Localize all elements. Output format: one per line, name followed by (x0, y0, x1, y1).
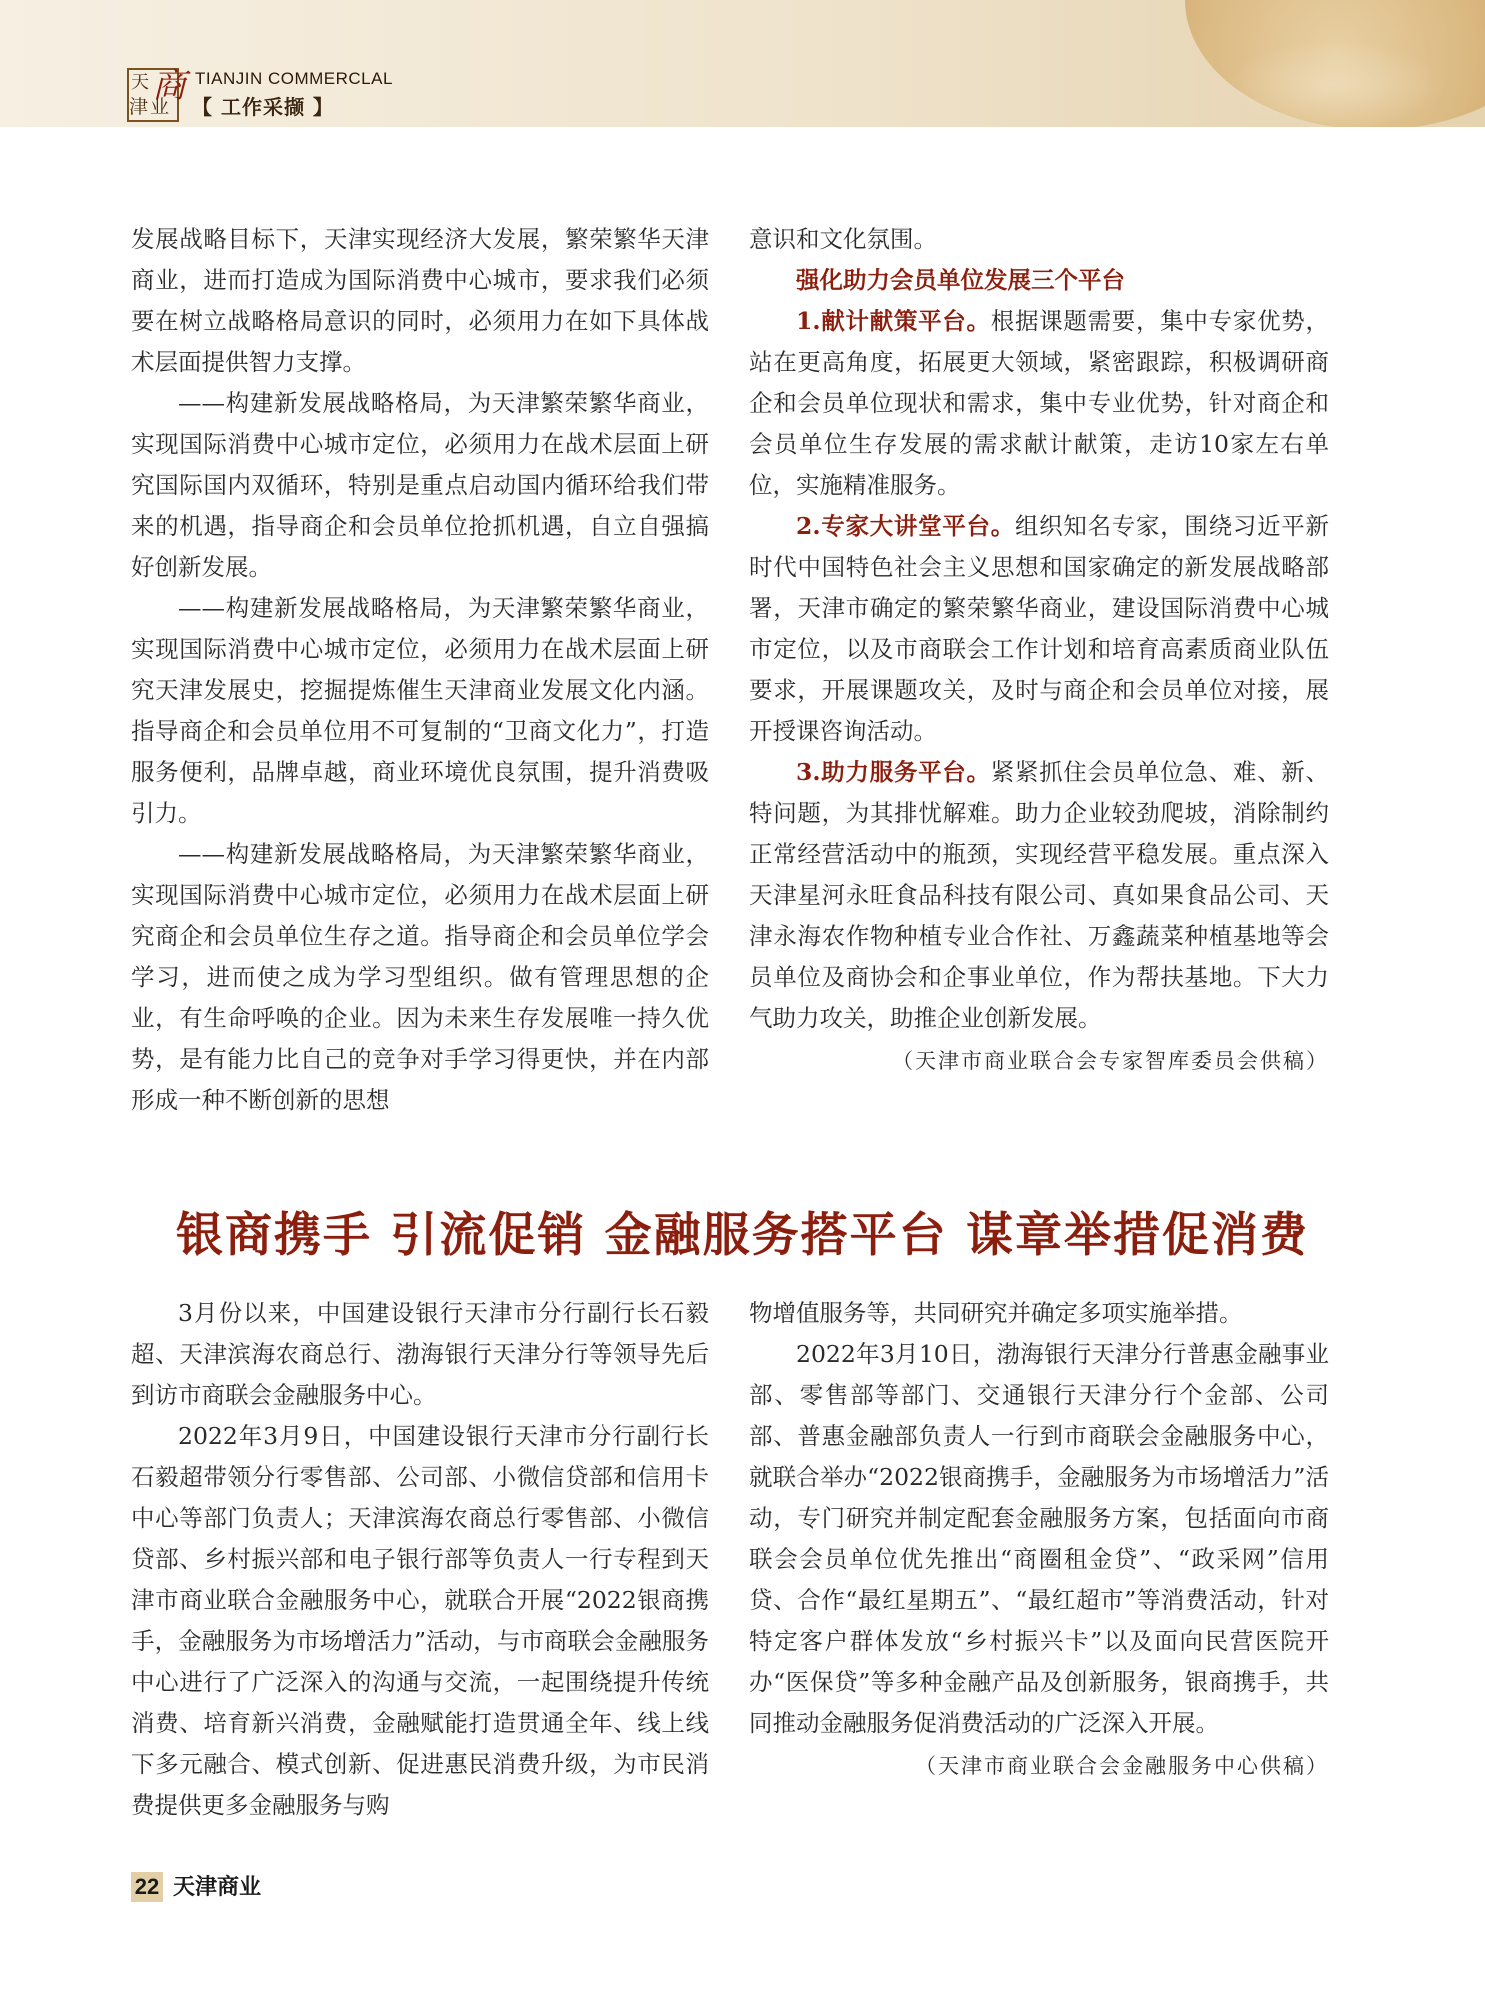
paragraph: 物增值服务等，共同研究并确定多项实施举措。 (749, 1299, 1243, 1327)
paragraph: ——构建新发展战略格局，为天津繁荣繁华商业，实现国际消费中心城市定位，必须用力在战术层面上研究天津发展史，挖掘提炼催生天津商业发展文化内涵。指导商企和会员单位用不可复制的“卫商文化力”，打造服务便利，品牌卓越，商业环境优良氛围，提升消费吸引力。 (131, 594, 709, 827)
page-number: 22 (131, 1872, 163, 1902)
paragraph: ——构建新发展战略格局，为天津繁荣繁华商业，实现国际消费中心城市定位，必须用力在战术层面上研究国际国内双循环，特别是重点启动国内循环给我们带来的机遇，指导商企和会员单位抢抓机遇，自立自强搞好创新发展。 (131, 389, 709, 581)
platform-item-heading: 3.助力服务平台。 (796, 758, 991, 786)
paragraph: 2022年3月10日，渤海银行天津分行普惠金融事业部、零售部等部门、交通银行天津分行个金部、公司部、普惠金融部负责人一行到市商联会金融服务中心，就联合举办“2022银商携手，金融服务为市场增活力”活动，专门研究并制定配套金融服务方案，包括面向市商联会会员单位优先推出“商圈租金贷”、“政采网”信用贷、合作“最红星期五”、“最红超市”等消费活动，针对特定客户群体发放“乡村振兴卡”以及面向民营医院开办“医保贷”等多种金融产品及创新服务，银商携手，共同推动金融服务促消费活动的广泛深入开展。 (749, 1340, 1329, 1737)
magazine-english-title: TIANJIN COMMERCLAL (195, 69, 393, 88)
logo-char-shang: 商 (152, 66, 186, 106)
article2-right-column (749, 1293, 1329, 1787)
platform-item (749, 301, 1329, 506)
article1-source-credit: （天津市商业联合会专家智库委员会供稿） (892, 1049, 1329, 1073)
platform-item-heading: 2.专家大讲堂平台。 (796, 512, 1015, 540)
logo-char-tian: 天 (131, 72, 149, 93)
paragraph: 发展战略目标下，天津实现经济大发展，繁荣繁华天津商业，进而打造成为国际消费中心城市，要求我们必须要在树立战略格局意识的同时，必须用力在如下具体战术层面提供智力支撑。 (131, 225, 709, 376)
platform-item-heading: 1.献计献策平台。 (796, 307, 991, 335)
subheading: 强化助力会员单位发展三个平台 (796, 266, 1125, 294)
paragraph: 2022年3月9日，中国建设银行天津市分行副行长石毅超带领分行零售部、公司部、小微信贷部和信用卡中心等部门负责人；天津滨海农商总行零售部、小微信贷部、乡村振兴部和电子银行部等负责人一行专程到天津市商业联合金融服务中心，就联合开展“2022银商携手，金融服务为市场增活力”活动，与市商联会金融服务中心进行了广泛深入的沟通与交流，一起围绕提升传统消费、培育新兴消费，金融赋能打造贯通全年、线上线下多元融合、模式创新、促进惠民消费升级，为市民消费提供更多金融服务与购 (131, 1422, 709, 1819)
section-tag: 【 工作采撷 】 (192, 95, 334, 119)
article2-source-credit: （天津市商业联合会金融服务中心供稿） (915, 1754, 1329, 1778)
paragraph: 3月份以来，中国建设银行天津市分行副行长石毅超、天津滨海农商总行、渤海银行天津分行等领导先后到访市商联会金融服务中心。 (131, 1299, 709, 1409)
footer-magazine-name: 天津商业 (173, 1874, 262, 1900)
logo-char-jinye: 津业 (129, 96, 172, 118)
article2-left-column (131, 1293, 709, 1826)
platform-item-body: 组织知名专家，围绕习近平新时代中国特色社会主义思想和国家确定的新发展战略部署，天津市确定的繁荣繁华商业，建设国际消费中心城市定位，以及市商联会工作计划和培育高素质商业队伍要求，开展课题攻关，及时与商企和会员单位对接，展开授课咨询活动。 (749, 512, 1329, 745)
paragraph: 意识和文化氛围。 (749, 225, 937, 253)
platform-item (749, 752, 1329, 1039)
paragraph: ——构建新发展战略格局，为天津繁荣繁华商业，实现国际消费中心城市定位，必须用力在战术层面上研究商企和会员单位生存之道。指导商企和会员单位学会学习，进而使之成为学习型组织。做有管理思想的企业，有生命呼唤的企业。因为未来生存发展唯一持久优势，是有能力比自己的竞争对手学习得更快，并在内部形成一种不断创新的思想 (131, 840, 709, 1114)
article1-right-column (749, 219, 1329, 1082)
article2-title: 银商携手 引流促销 金融服务搭平台 谋章举措促消费 (175, 1208, 1310, 1263)
platform-item (749, 506, 1329, 752)
globe-highlight (1225, 40, 1445, 127)
platform-item-body: 根据课题需要，集中专家优势，站在更高角度，拓展更大领域，紧密跟踪，积极调研商企和会员单位现状和需求，集中专业优势，针对商企和会员单位生存发展的需求献计献策，走访10家左右单位，实施精准服务。 (749, 307, 1329, 499)
article1-left-column (131, 219, 709, 1121)
platform-item-body: 紧紧抓住会员单位急、难、新、特问题，为其排忧解难。助力企业较劲爬坡，消除制约正常经营活动中的瓶颈，实现经营平稳发展。重点深入天津星河永旺食品科技有限公司、真如果食品公司、天津永海农作物种植专业合作社、万鑫蔬菜种植基地等会员单位及商协会和企事业单位，作为帮扶基地。下大力气助力攻关，助推企业创新发展。 (749, 758, 1329, 1032)
